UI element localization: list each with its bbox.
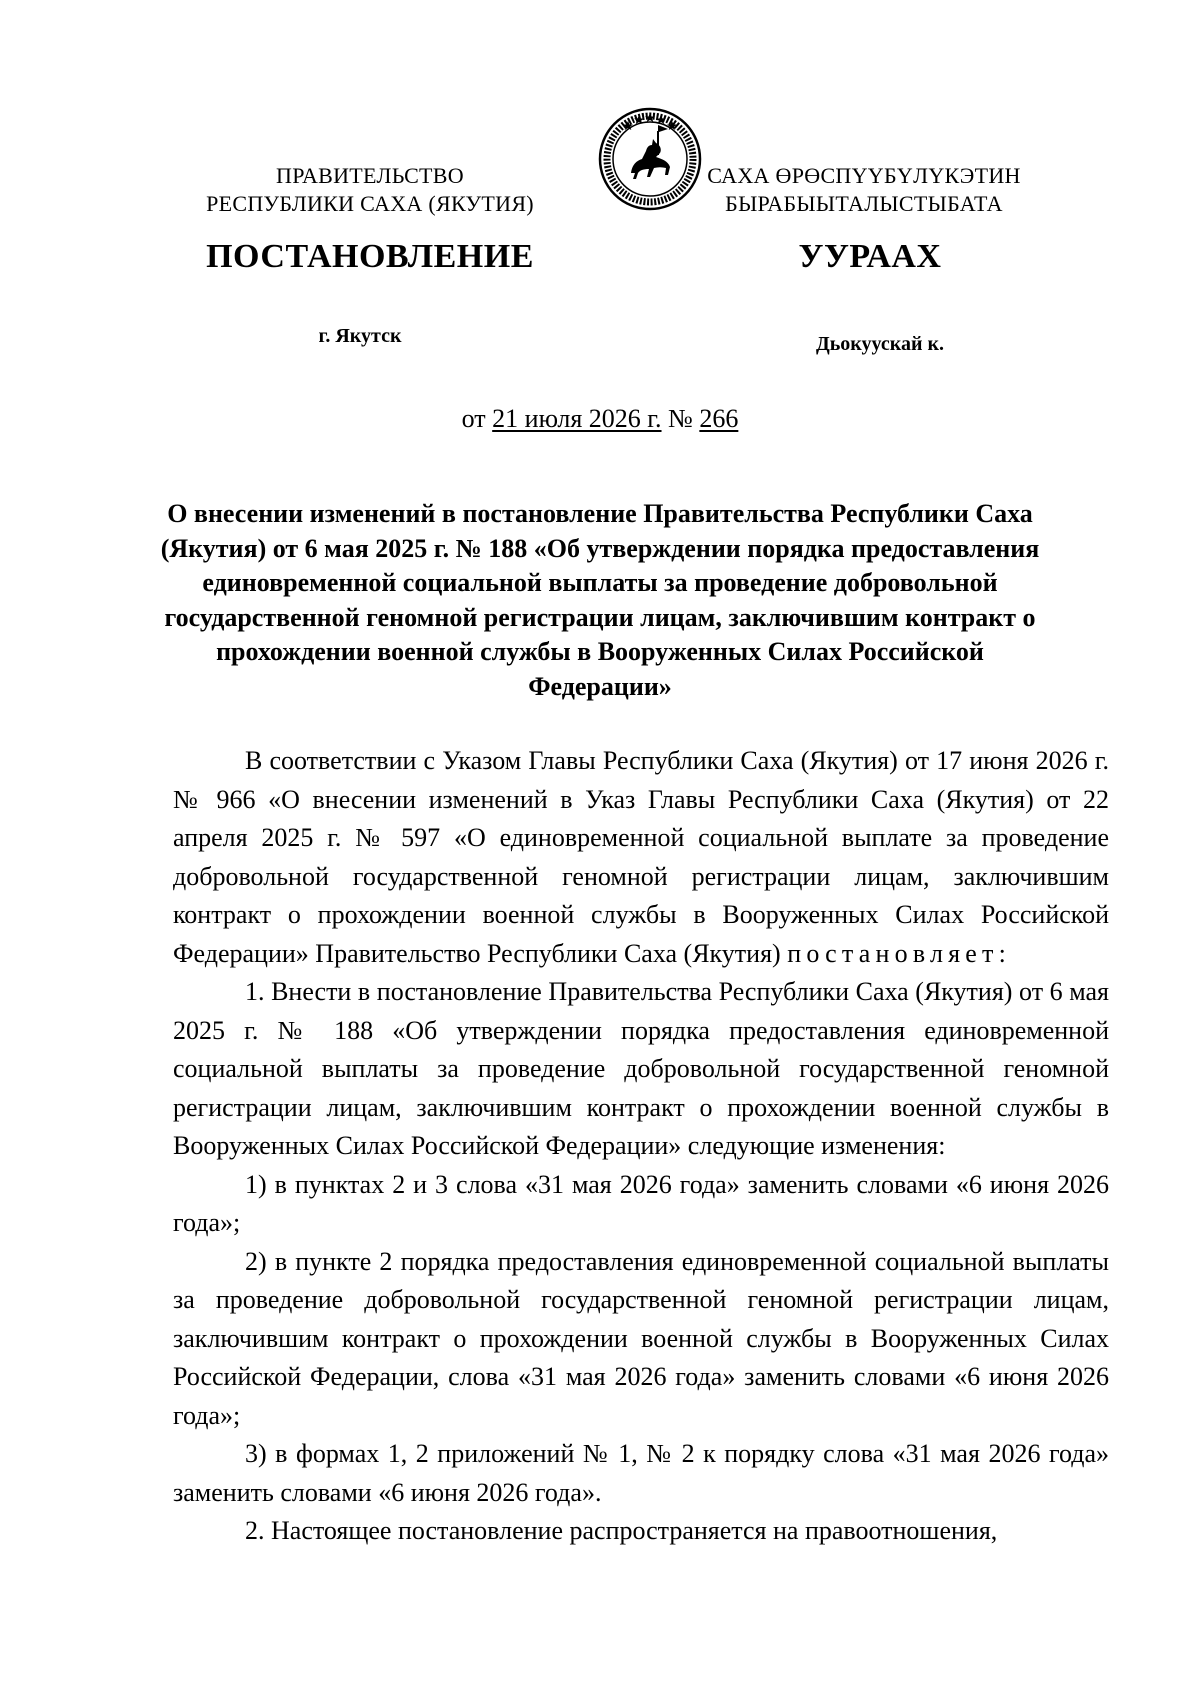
city-yakut: Дьокуускай к. — [815, 333, 945, 355]
preamble-text: В соответствии с Указом Главы Республики Саха (Якутия) от 17 июня 2026 г. № 966 «О внесении изменений в Указ Главы Республики Саха (Якутия) от 22 апреля 2025 г. № 597 «О единовременной социальной выплате за проведение добровольной государственной геномной регистрации лицам, заключившим контракт о прохождении военной службы в Вооруженных Силах Российской Федерации» Правительство Республики Саха (Якутия) — [173, 746, 1109, 968]
right-org-line-2: БЫРАБЫЫТАЛЫСТЫБАТА — [725, 191, 1003, 216]
doc-type-yakut: УУРААХ — [798, 238, 942, 275]
subitem-2-paragraph: 2) в пункте 2 порядка предоставления единовременной социальной выплаты за проведение добровольной государственной геномной регистрации лицам, заключившим контракт о прохождении военной службы в Вооруженных Силах Российской Федерации, слова «31 мая 2026 года» заменить словами «6 июня 2026 года»; — [173, 1246, 1109, 1430]
resolves-word: постановляет: — [787, 938, 1012, 968]
number-sign: № — [668, 404, 693, 433]
left-org-line-2: РЕСПУБЛИКИ САХА (ЯКУТИЯ) — [206, 191, 534, 216]
document-title: О внесении изменений в постановление Правительства Республики Саха (Якутия) от 6 мая 2025 г. № 188 «Об утверждении порядка предоставления единовременной социальной выплаты за проведение добровольной государственной геномной регистрации лицам, заключившим контракт о прохождении военной службы в Вооруженных Силах Российской Федерации» — [160, 499, 1040, 701]
emblem-icon — [598, 107, 702, 211]
document-body — [173, 742, 1109, 1551]
right-organization-name — [688, 162, 1040, 218]
item-1-paragraph: 1. Внести в постановление Правительства Республики Саха (Якутия) от 6 мая 2025 г. № 188 «Об утверждении порядка предоставления единовременной социальной выплаты за проведение добровольной государственной геномной регистрации лицам, заключившим контракт о прохождении военной службы в Вооруженных Силах Российской Федерации» следующие изменения: — [173, 977, 1109, 1160]
date-prefix: от — [461, 404, 486, 433]
subitem-1-paragraph: 1) в пунктах 2 и 3 слова «31 мая 2026 года» заменить словами «6 июня 2026 года»; — [173, 1169, 1109, 1237]
left-organization-name — [175, 162, 565, 218]
document-date: 21 июля 2026 г. — [492, 404, 662, 433]
document-date-number — [300, 404, 900, 434]
doc-type-russian: ПОСТАНОВЛЕНИЕ — [206, 238, 534, 275]
subitem-3-paragraph: 3) в формах 1, 2 приложений № 1, № 2 к порядку слова «31 мая 2026 года» заменить словами «6 июня 2026 года». — [173, 1439, 1109, 1507]
city-russian: г. Якутск — [318, 325, 402, 347]
item-2-paragraph: 2. Настоящее постановление распространяется на правоотношения, — [245, 1516, 998, 1545]
left-org-line-1: ПРАВИТЕЛЬСТВО — [276, 163, 464, 188]
right-org-line-1: САХА ӨРӨСПҮҮБҮЛҮКЭТИН — [707, 163, 1021, 188]
preamble-paragraph — [173, 742, 1109, 973]
document-number: 266 — [699, 404, 739, 433]
